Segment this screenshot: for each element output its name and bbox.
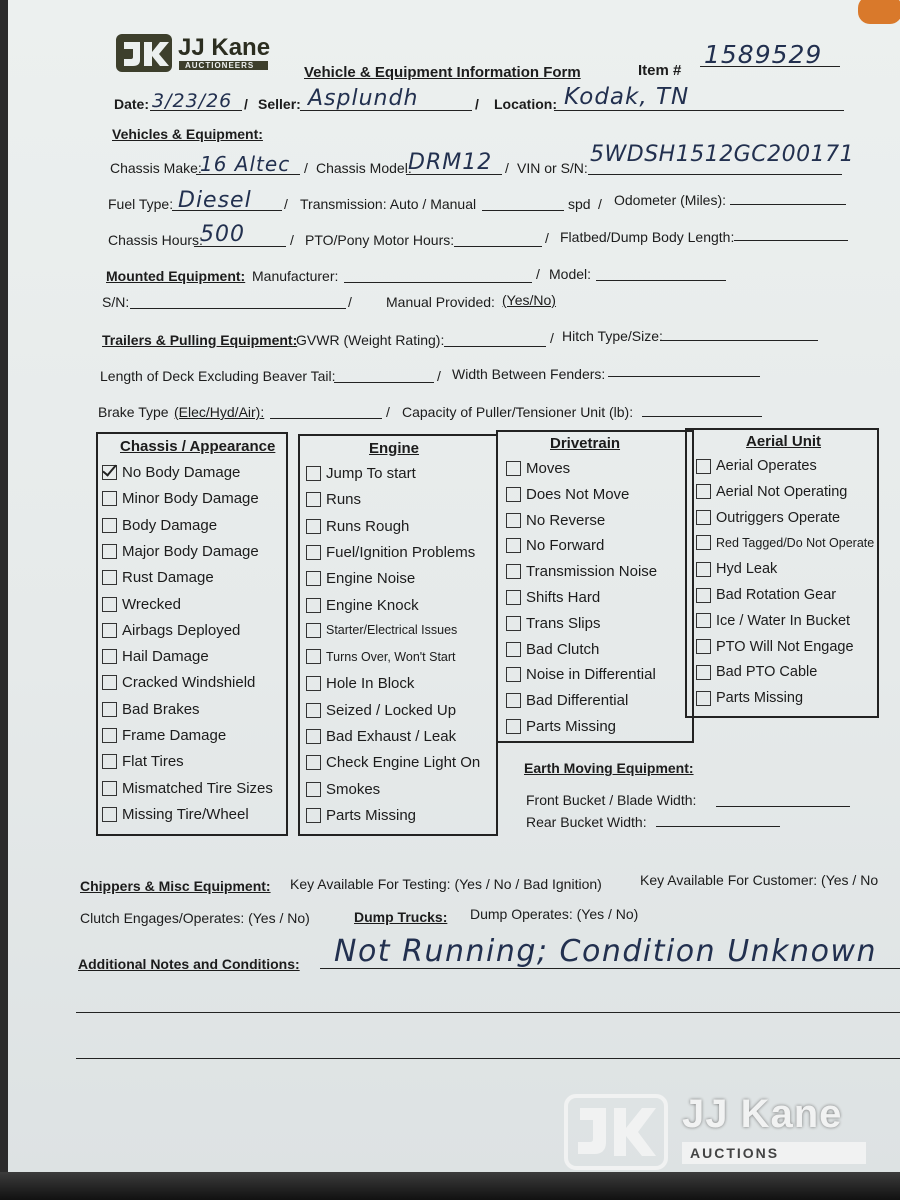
checkbox-icon[interactable]: [306, 519, 321, 534]
item-label: Item #: [638, 62, 682, 79]
chassis-checkbox-item[interactable]: [102, 569, 214, 586]
fender-width-label: Width Between Fenders:: [452, 366, 606, 382]
chassis-checkbox-item[interactable]: [102, 727, 226, 744]
checkbox-icon[interactable]: [102, 544, 117, 559]
drivetrain-title: Drivetrain: [550, 435, 621, 452]
drivetrain-item-label: Bad Differential: [526, 692, 629, 710]
brand-sub: AUCTIONEERS: [179, 61, 268, 70]
seller-label: Seller:: [258, 96, 301, 112]
chassis-item-label: Missing Tire/Wheel: [122, 805, 249, 823]
engine-item-label: Check Engine Light On: [326, 754, 481, 772]
drivetrain-item-label: Trans Slips: [526, 614, 601, 632]
chassis-item-label: Airbags Deployed: [122, 621, 241, 639]
checkbox-icon[interactable]: [306, 649, 321, 664]
drivetrain-checkbox-item[interactable]: [506, 666, 656, 683]
jjkane-watermark: [564, 1092, 884, 1174]
hitch-label: Hitch Type/Size:: [562, 328, 663, 344]
checkbox-icon[interactable]: [506, 590, 521, 605]
clutch-label: Clutch Engages/Operates: (Yes / No): [80, 910, 310, 926]
chassis-checkbox-item[interactable]: [102, 490, 259, 507]
checkbox-icon[interactable]: [102, 728, 117, 743]
checkbox-icon[interactable]: [102, 781, 117, 796]
checkbox-icon[interactable]: [306, 598, 321, 613]
earth-moving-heading: Earth Moving Equipment:: [524, 760, 694, 776]
drivetrain-item-label: Shifts Hard: [526, 589, 601, 606]
spd-label: spd: [568, 196, 591, 212]
chassis-item-label: Hail Damage: [122, 648, 209, 666]
chassis-item-label: Mismatched Tire Sizes: [122, 779, 273, 797]
drivetrain-checkbox-item[interactable]: [506, 537, 604, 554]
checkbox-icon[interactable]: [306, 466, 321, 481]
checkbox-icon[interactable]: [506, 487, 521, 502]
engine-checkbox-item[interactable]: [306, 491, 361, 508]
drivetrain-checkbox-item[interactable]: [506, 589, 600, 606]
engine-title: Engine: [369, 440, 420, 457]
drivetrain-checkbox-item[interactable]: [506, 460, 570, 477]
drivetrain-checkbox-item[interactable]: [506, 718, 616, 735]
checkbox-icon[interactable]: [102, 702, 117, 717]
aerial-item-label: Bad Rotation Gear: [716, 587, 837, 603]
checkbox-icon[interactable]: [506, 564, 521, 579]
drivetrain-item-label: No Forward: [526, 537, 605, 555]
checkbox-icon[interactable]: [306, 492, 321, 507]
engine-item-label: Runs Rough: [326, 517, 410, 535]
engine-item-label: Smokes: [326, 780, 381, 798]
aerial-checkbox-item[interactable]: [696, 510, 840, 526]
date-label: Date:: [114, 96, 150, 112]
manual-label: Manual Provided:: [386, 294, 495, 310]
checkbox-icon[interactable]: [102, 675, 117, 690]
drivetrain-item-label: Transmission Noise: [526, 563, 658, 581]
checkbox-icon[interactable]: [102, 807, 117, 822]
checkbox-icon[interactable]: [696, 691, 711, 706]
chassis-item-label: Bad Brakes: [122, 700, 200, 718]
key-testing-label: Key Available For Testing: (Yes / No / Bad Ignition): [290, 876, 602, 892]
location-value: Kodak, TN: [564, 84, 690, 110]
engine-checkbox-item[interactable]: [306, 465, 416, 482]
checkbox-icon[interactable]: [306, 676, 321, 691]
chassis-item-label: Major Body Damage: [122, 542, 259, 560]
engine-item-label: Engine Knock: [326, 596, 419, 614]
checkbox-icon[interactable]: [696, 562, 711, 577]
aerial-checkbox-item[interactable]: [696, 690, 803, 706]
form-paper: JJ Kane AUCTIONEERS Vehicle & Equipment Information Form Item # 1589529 Date: 3/23/26 / Seller: Asplundh / Location: Kodak, TN Vehicles & Equipment: Chassis Make: 16 Altec / Chassis Model: DRM12 / VIN or S/N: 5WDSH1512GC200171 Fuel Type: Diesel / Transmission: Auto / Manual spd / Odometer (Miles): Chassis Hours: 500 / PTO/Pony Motor Hours: / Flatbed/Dump Body Length: Mounted Equipment: Manufacturer: / Model: S/N: / Manual Provided: (Yes/No) Trailers & Pulling Equipment: GVWR (Weight Rating): / Hitch Type/Size: Length of Deck Excluding Beaver Tail: / Width Between Fenders: Brake Type (Elec/Hyd/Air): / Capacity of Puller/Tensioner Unit (lb): Chassis / Appearance No Body Damage Minor Body Damage Body Damage Major Body Damage Rust Damage Wrecked Airbags Deployed Hail Damage Cracked Windshield Bad Brakes Frame Damage Flat Tires Mismatched Tire Sizes Missing Tire/Wheel Engine Jump To start Runs Runs Rough Fuel/Ignition Problems Engine Noise Engine Knock Starter/Electrical Issues Turns Over, Won't Start Hole In Block Seized / Locked Up Bad Exhaust / Leak Check Engine Light On Smokes Parts Missing Drivetrain Moves Does Not Move No Reverse No Forward Transmission Noise Shifts Hard Trans Slips Bad Clutch Noise in Differential Bad Differential Parts Missing Aerial Unit Aerial Operates Aerial Not Operating Outriggers Operate Red Tagged/Do Not Operate Hyd Leak Bad Rotation Gear Ice / Water In Bucket PTO Will Not Engage Bad PTO Cable Parts Missing Earth Moving Equipment: Front Bucket / Blade Width: Rear Bucket Width: Chippers & Misc Equipment: Key Available For Testing: (Yes / No / Bad Ignition) Key Available For Customer: (Yes / No Clutch Engages/Operates: (Yes / No) Dump Trucks: Dump Operates: (Yes / No) Additional Notes and Conditions: Not Running; Condition Unknown: [8, 0, 900, 1178]
chassis-checkbox-item[interactable]: [102, 753, 184, 770]
page-bottom-shadow: [0, 1172, 900, 1200]
notes-label: Additional Notes and Conditions:: [78, 956, 300, 972]
checkbox-icon[interactable]: [306, 571, 321, 586]
checkbox-icon[interactable]: [306, 703, 321, 718]
chassis-item-label: Frame Damage: [122, 727, 227, 744]
checkbox-icon[interactable]: [102, 623, 117, 638]
checkbox-icon[interactable]: [696, 665, 711, 680]
chassis-checkbox-item[interactable]: [102, 517, 217, 534]
aerial-checkbox-item[interactable]: [696, 639, 854, 655]
checkbox-icon[interactable]: [306, 755, 321, 770]
aerial-checkbox-item[interactable]: [696, 664, 817, 680]
checkbox-icon[interactable]: [696, 484, 711, 499]
manufacturer-label: Manufacturer:: [252, 268, 339, 284]
chassis-checkbox-item[interactable]: [102, 622, 240, 639]
seller-value: Asplundh: [308, 86, 419, 111]
dump-trucks-heading: Dump Trucks:: [354, 909, 448, 925]
mounted-heading: Mounted Equipment:: [106, 268, 246, 284]
checkbox-icon[interactable]: [696, 588, 711, 603]
drivetrain-checkbox-item[interactable]: [506, 641, 599, 658]
brand-name: JJ Kane: [178, 34, 271, 61]
jjkane-logo-icon: [116, 34, 172, 72]
aerial-item-label: Red Tagged/Do Not Operate: [716, 535, 875, 550]
checkbox-icon[interactable]: [506, 693, 521, 708]
chassis-model-value: DRM12: [408, 150, 493, 175]
pto-hours-label: PTO/Pony Motor Hours:: [305, 232, 455, 248]
drivetrain-checkbox-item[interactable]: [506, 486, 629, 503]
aerial-item-label: Bad PTO Cable: [716, 664, 818, 681]
engine-item-label: Turns Over, Won't Start: [326, 649, 456, 664]
checkbox-icon[interactable]: [506, 616, 521, 631]
odometer-label: Odometer (Miles):: [614, 192, 727, 208]
aerial-checkbox-item[interactable]: [696, 535, 874, 550]
chassis-checkbox-item[interactable]: [102, 701, 200, 718]
drivetrain-item-label: Moves: [526, 460, 571, 477]
checkbox-icon[interactable]: [696, 613, 711, 628]
key-customer-label: Key Available For Customer: (Yes / No: [640, 872, 879, 888]
engine-checkbox-item[interactable]: [306, 623, 457, 638]
checkbox-icon[interactable]: [696, 535, 711, 550]
checkbox-icon[interactable]: [506, 667, 521, 682]
chassis-hours-label: Chassis Hours:: [108, 232, 203, 248]
brake-type-options: (Elec/Hyd/Air):: [174, 404, 265, 420]
date-value: 3/23/26: [152, 90, 233, 112]
aerial-item-label: Aerial Operates: [716, 458, 817, 474]
notes-value: Not Running; Condition Unknown: [334, 934, 877, 969]
sn-label: S/N:: [102, 294, 130, 310]
chassis-hours-value: 500: [200, 222, 245, 247]
front-bucket-label: Front Bucket / Blade Width:: [526, 792, 697, 808]
chassis-make-value: 16 Altec: [200, 152, 291, 176]
chassis-checkbox-item[interactable]: [102, 806, 249, 823]
aerial-item-label: PTO Will Not Engage: [716, 638, 854, 655]
engine-item-label: Starter/Electrical Issues: [326, 623, 458, 638]
flatbed-label: Flatbed/Dump Body Length:: [560, 229, 735, 245]
drivetrain-checkbox-item[interactable]: [506, 692, 628, 709]
chassis-item-label: Cracked Windshield: [122, 674, 256, 692]
checkbox-icon[interactable]: [306, 729, 321, 744]
engine-checkbox-item[interactable]: [306, 649, 456, 664]
checkbox-icon[interactable]: [696, 639, 711, 654]
capacity-label: Capacity of Puller/Tensioner Unit (lb):: [402, 404, 634, 420]
checkbox-icon[interactable]: [306, 808, 321, 823]
chassis-checkbox-item[interactable]: [102, 674, 255, 691]
engine-checkbox-item[interactable]: [306, 597, 419, 614]
engine-checkbox-item[interactable]: [306, 728, 456, 745]
chassis-item-label: Wrecked: [122, 595, 181, 613]
model-label: Model:: [549, 266, 592, 282]
engine-item-label: Parts Missing: [326, 806, 417, 824]
chassis-checkbox-item[interactable]: [102, 648, 209, 665]
checkbox-icon[interactable]: [102, 754, 117, 769]
engine-checkbox-item[interactable]: [306, 702, 456, 719]
engine-item-label: Engine Noise: [326, 570, 416, 588]
engine-checkbox-item[interactable]: [306, 675, 414, 692]
aerial-checkbox-item[interactable]: [696, 587, 836, 603]
engine-item-label: Jump To start: [326, 465, 416, 482]
vin-value: 5WDSH1512GC200171: [590, 142, 855, 167]
chassis-make-label: Chassis Make:: [110, 160, 202, 176]
aerial-checkbox-item[interactable]: [696, 484, 847, 500]
item-number-value: 1589529: [704, 40, 823, 69]
rear-bucket-label: Rear Bucket Width:: [526, 814, 647, 830]
gvwr-label: GVWR (Weight Rating):: [296, 332, 445, 348]
chassis-item-label: Rust Damage: [122, 569, 214, 587]
checkbox-icon[interactable]: [696, 510, 711, 525]
checkbox-icon[interactable]: [102, 649, 117, 664]
chassis-item-label: Minor Body Damage: [122, 490, 259, 508]
engine-checkbox-item[interactable]: [306, 544, 475, 561]
drivetrain-checkbox-item[interactable]: [506, 512, 605, 529]
drivetrain-item-label: Noise in Differential: [526, 666, 656, 684]
drivetrain-checkbox-item[interactable]: [506, 563, 657, 580]
vehicles-heading: Vehicles & Equipment:: [112, 126, 263, 142]
transmission-label: Transmission: Auto / Manual: [300, 196, 477, 212]
aerial-checkbox-item[interactable]: [696, 613, 850, 629]
engine-item-label: Hole In Block: [326, 675, 415, 693]
engine-item-label: Bad Exhaust / Leak: [326, 728, 457, 745]
drivetrain-item-label: Parts Missing: [526, 718, 617, 735]
aerial-item-label: Outriggers Operate: [716, 509, 841, 526]
aerial-item-label: Ice / Water In Bucket: [716, 612, 851, 629]
manual-options: (Yes/No): [502, 292, 556, 308]
chassis-appearance-title: Chassis / Appearance: [120, 438, 276, 455]
orange-corner-tab: [858, 0, 900, 24]
aerial-unit-title: Aerial Unit: [746, 433, 822, 450]
aerial-item-label: Parts Missing: [716, 690, 804, 707]
aerial-checkbox-item[interactable]: [696, 458, 817, 474]
checkbox-icon[interactable]: [506, 642, 521, 657]
chassis-item-label: Body Damage: [122, 516, 218, 534]
engine-checkbox-item[interactable]: [306, 518, 409, 535]
engine-item-label: Fuel/Ignition Problems: [326, 543, 476, 561]
chassis-item-label: No Body Damage: [122, 464, 241, 481]
aerial-checkbox-item[interactable]: [696, 561, 777, 577]
checkbox-icon[interactable]: [506, 461, 521, 476]
checkbox-icon[interactable]: [102, 570, 117, 585]
drivetrain-item-label: Does Not Move: [526, 485, 630, 503]
chassis-item-label: Flat Tires: [122, 753, 184, 771]
chassis-model-label: Chassis Model:: [316, 160, 412, 176]
engine-checkbox-item[interactable]: [306, 754, 480, 771]
form-title: Vehicle & Equipment Information Form: [304, 64, 581, 81]
vin-label: VIN or S/N:: [517, 160, 588, 176]
checkbox-icon[interactable]: [696, 459, 711, 474]
deck-length-label: Length of Deck Excluding Beaver Tail:: [100, 368, 336, 384]
location-label: Location:: [494, 96, 557, 112]
chassis-checkbox-item[interactable]: [102, 596, 181, 613]
checkbox-icon[interactable]: [306, 623, 321, 638]
drivetrain-checkbox-item[interactable]: [506, 615, 600, 632]
engine-item-label: Seized / Locked Up: [326, 701, 457, 719]
engine-checkbox-item[interactable]: [306, 807, 416, 824]
engine-item-label: Runs: [326, 491, 362, 509]
aerial-item-label: Hyd Leak: [716, 561, 778, 578]
checkbox-icon[interactable]: [306, 782, 321, 797]
engine-checkbox-item[interactable]: [306, 570, 415, 587]
watermark-logo-icon: [564, 1094, 668, 1170]
brake-type-label: Brake Type: [98, 404, 169, 420]
aerial-item-label: Aerial Not Operating: [716, 483, 848, 500]
checkbox-icon[interactable]: [506, 719, 521, 734]
checkbox-icon[interactable]: [102, 491, 117, 506]
checkbox-icon[interactable]: [306, 545, 321, 560]
fuel-type-label: Fuel Type:: [108, 196, 174, 212]
chippers-heading: Chippers & Misc Equipment:: [80, 878, 271, 894]
checkbox-icon[interactable]: [506, 538, 521, 553]
checked-box-icon[interactable]: [102, 465, 117, 480]
chassis-checkbox-item[interactable]: [102, 464, 240, 481]
drivetrain-item-label: Bad Clutch: [526, 640, 600, 658]
dump-operates-label: Dump Operates: (Yes / No): [470, 906, 639, 922]
chassis-checkbox-item[interactable]: [102, 780, 273, 797]
checkbox-icon[interactable]: [506, 513, 521, 528]
watermark-sub: AUCTIONS: [682, 1142, 866, 1164]
checkbox-icon[interactable]: [102, 597, 117, 612]
fuel-type-value: Diesel: [178, 188, 252, 213]
watermark-name: JJ Kane: [682, 1092, 843, 1136]
drivetrain-item-label: No Reverse: [526, 511, 606, 529]
checkbox-icon[interactable]: [102, 518, 117, 533]
chassis-checkbox-item[interactable]: [102, 543, 259, 560]
engine-checkbox-item[interactable]: [306, 781, 380, 798]
trailers-heading: Trailers & Pulling Equipment:: [102, 332, 298, 348]
